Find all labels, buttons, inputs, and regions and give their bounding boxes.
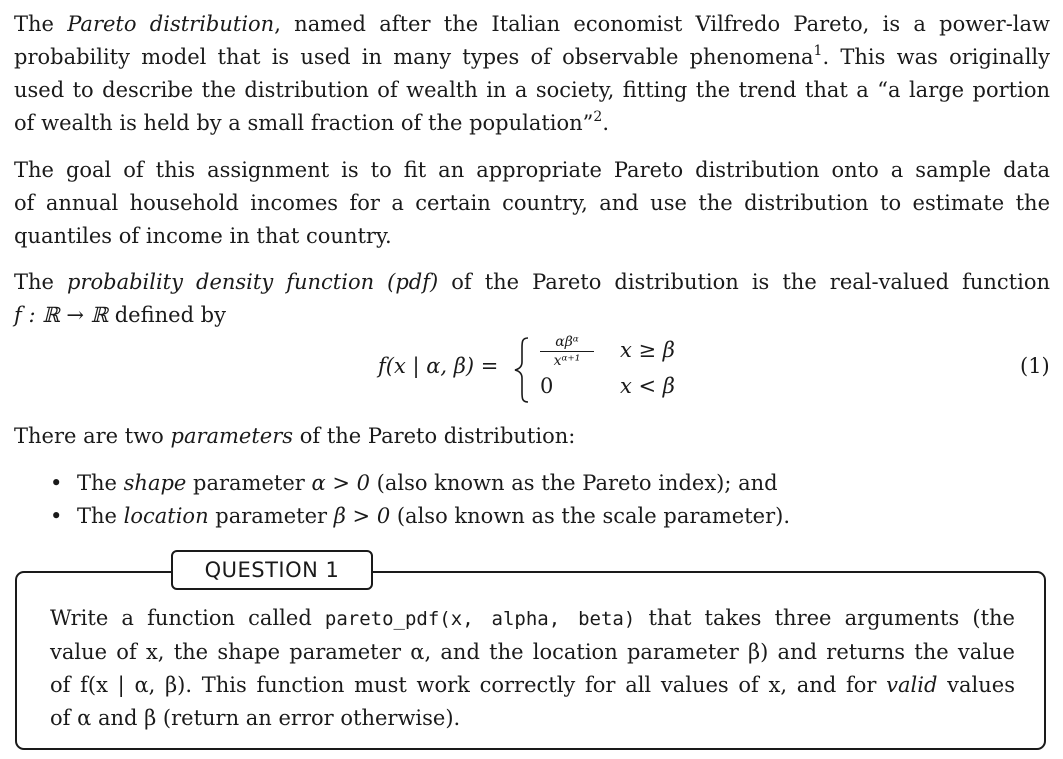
footnote-marker[interactable]: 1 (813, 43, 823, 59)
list-item: • The shape parameter α > 0 (also known as the Pareto index); and (50, 467, 790, 500)
pdf-equation (0, 330, 1063, 410)
left-brace-icon (512, 336, 532, 404)
case-1-fraction (540, 334, 594, 369)
intro-line-3: used to describe the distribution of wealth in a society, fitting the trend that a “a large portion (14, 78, 1050, 102)
intro-line-2: probability model that is used in many types of observable phenomena$^1$. This was originally (14, 43, 1050, 69)
goal-line-2: of annual household incomes for a certain country, and use the distribution to estimate the (14, 191, 1050, 215)
case-2-condition: x < β (620, 374, 675, 398)
function-name-code: pareto_pdf(x, alpha, beta) (324, 608, 636, 630)
equation-lhs: f(x | α, β) = (378, 354, 499, 378)
equation-number: (1) (1020, 354, 1050, 378)
fraction-denominator: xᵅ⁺¹ (553, 353, 581, 369)
pdf-line-2: f : ℝ → ℝ defined by (14, 303, 226, 327)
goal-line-1: The goal of this assignment is to fit an appropriate Pareto distribution onto a sample data (14, 158, 1050, 182)
case-2-value: 0 (540, 374, 554, 398)
bullet-icon: • (50, 471, 63, 495)
term-pareto-distribution: Pareto distribution (67, 12, 275, 36)
parameters-paragraph: There are two parameters of the Pareto distribution: (14, 424, 576, 448)
footnote-marker[interactable]: 2 (593, 109, 603, 125)
question-label: QUESTION 1 (171, 550, 373, 590)
question-text: Write a function called pareto_pdf(x, alpha, beta) that takes three arguments (the value of x, the shape parameter α, and the location parameter β) and returns the value of f(x | α, β). This function must work correctly for all values of x, and for valid values of α and β (return an error otherwise). (50, 606, 1015, 730)
parameter-list (50, 467, 790, 533)
goal-line-3: quantiles of income in that country. (14, 224, 392, 248)
goal-paragraph (14, 154, 1050, 253)
pdf-line-1: The probability density function (pdf) of the Pareto distribution is the real-valued function (14, 270, 1051, 294)
intro-line-4: of wealth is held by a small fraction of the population”$^2$. (14, 109, 610, 135)
fraction-numerator: αβᵅ (555, 334, 579, 350)
pdf-paragraph (14, 266, 1050, 332)
case-1-condition: x ≥ β (620, 338, 675, 362)
term-parameters: parameters (170, 424, 294, 448)
list-item: • The location parameter β > 0 (also known as the scale parameter). (50, 500, 790, 533)
term-pdf: probability density function (pdf) (67, 270, 439, 294)
bullet-icon: • (50, 504, 63, 528)
fraction-bar (540, 351, 594, 352)
intro-line-1: The Pareto distribution, named after the Italian economist Vilfredo Pareto, is a power-law (14, 12, 1051, 36)
function-signature: f : ℝ → ℝ (14, 303, 109, 327)
intro-paragraph (14, 8, 1050, 140)
